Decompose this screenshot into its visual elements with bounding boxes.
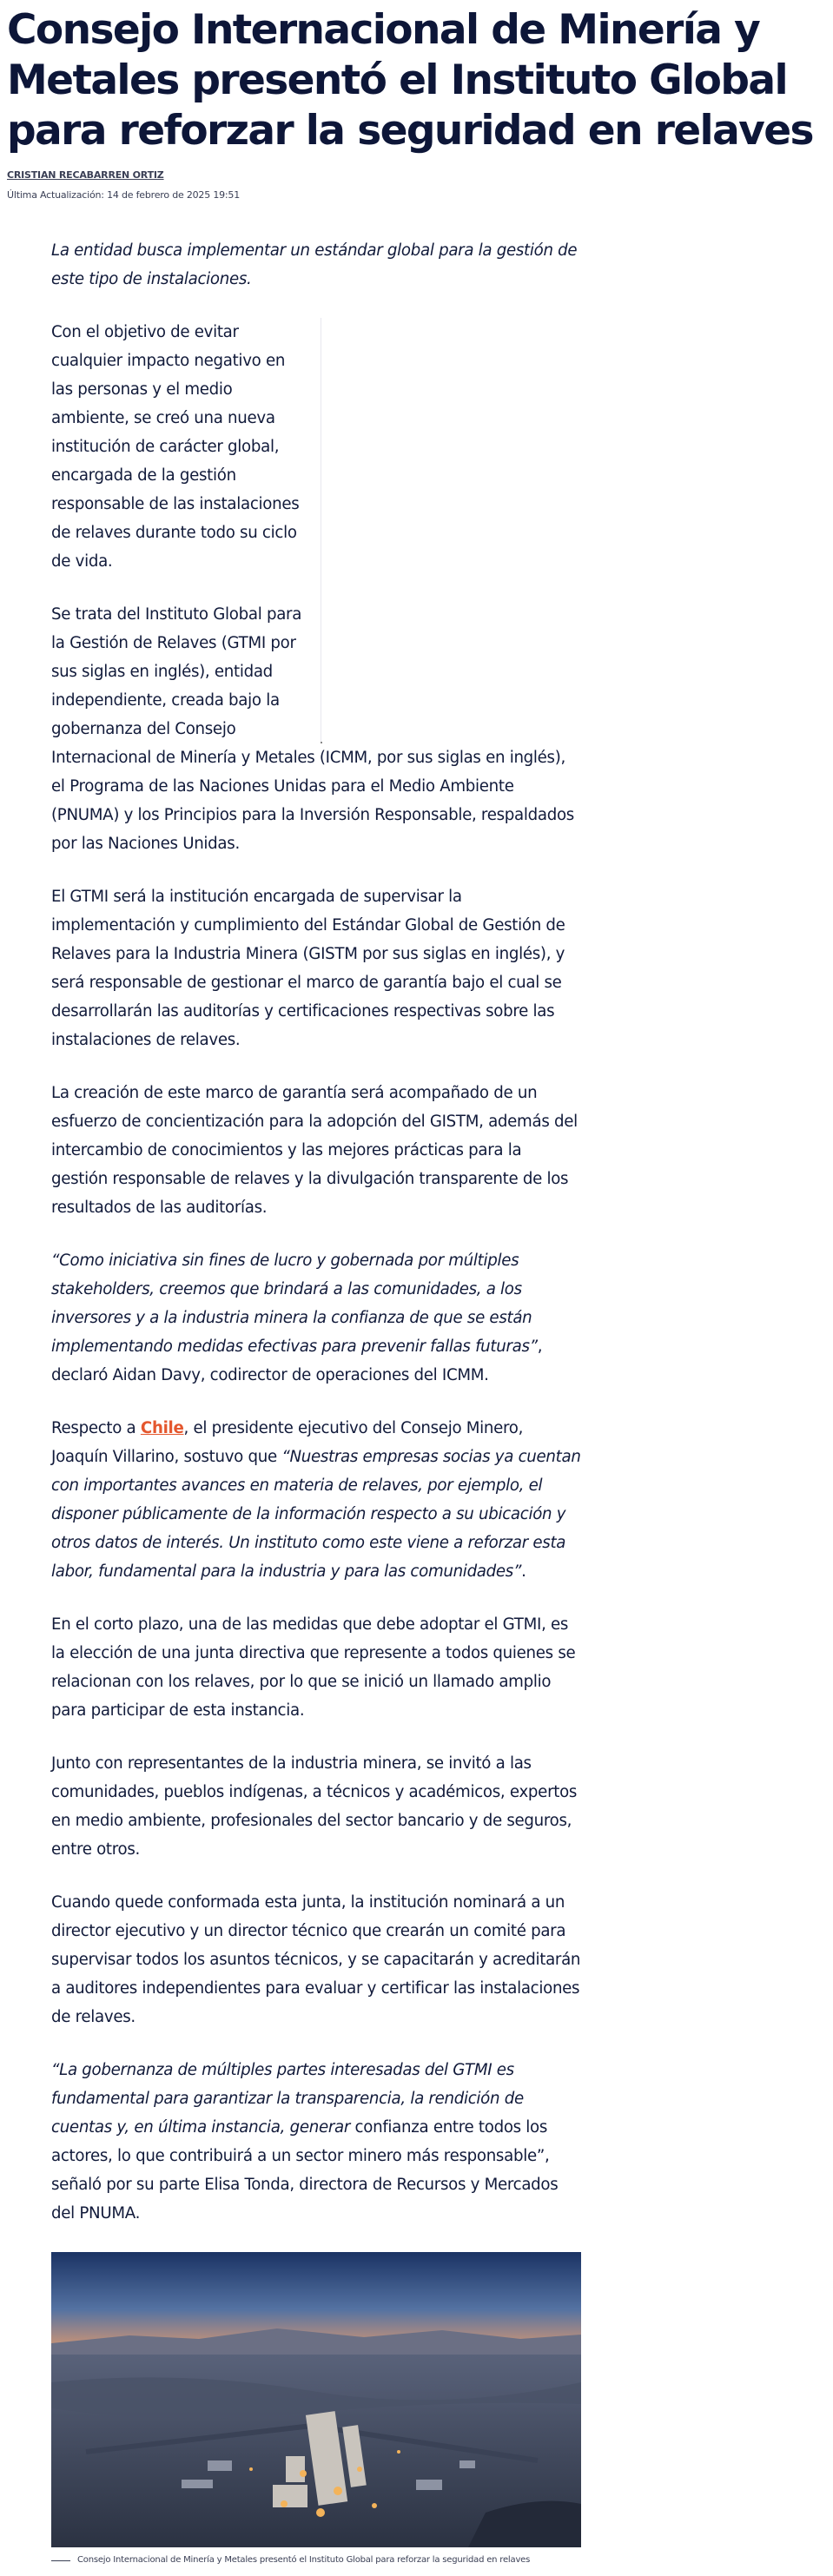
paragraph: El GTMI será la institución encargada de supervisar la implementación y cumplimiento del Estándar Global de Gestión de Relaves para la Industria Minera (GISTM por sus siglas en inglés), y será responsable de gestionar el marco de garantía bajo el cual se desarrollarán las auditorías y certificaciones respectivas sobre las instalaciones de relaves. — [51, 888, 565, 1049]
ad-marker — [321, 742, 322, 743]
mine-photo[interactable] — [51, 2252, 581, 2547]
figure-caption — [51, 2554, 581, 2566]
mine-illustration — [51, 2252, 581, 2547]
last-updated: Última Actualización: 14 de febrero de 2025 19:51 — [7, 189, 241, 201]
quote-paragraph — [51, 1414, 581, 1586]
author-link[interactable]: CRISTIAN RECABARREN ORTIZ — [7, 169, 164, 181]
paragraph: La creación de este marco de garantía será acompañado de un esfuerzo de concientización para la adopción del GISTM, además del intercambio de conocimientos y las mejores prácticas para la gestión responsable de relaves y la divulgación transparente de los resultados de las auditorías. — [51, 1084, 578, 1217]
article-body — [51, 236, 581, 2566]
quote-text: “Como iniciativa sin fines de lucro y gobernada por múltiples stakeholders, creemos que brindará a las comunidades, a los inversores y a la industria minera la confianza de que se están implementando medidas efectivas para prevenir fallas futuras” — [51, 1252, 538, 1356]
chile-link[interactable]: Chile — [140, 1419, 184, 1437]
quote-attribution: , declaró Aidan Davy, codirector de operaciones del ICMM. — [51, 1338, 543, 1384]
paragraph: Con el objetivo de evitar cualquier impacto negativo en las personas y el medio ambiente, se creó una nueva institución de carácter global, encargada de la gestión responsable de las instalaciones de relaves durante todo su ciclo de vida. — [51, 323, 300, 571]
article-lead: La entidad busca implementar un estándar global para la gestión de este tipo de instalaciones. — [51, 241, 578, 288]
quote-paragraph — [51, 2056, 581, 2228]
article-figure — [51, 2252, 581, 2566]
paragraph: Se trata del Instituto Global para la Gestión de Relaves (GTMI por sus siglas en inglés), entidad independiente, creada bajo la gobernanza del Consejo Internacional de Minería y Metales (ICMM, por sus siglas en inglés), el Programa de las Naciones Unidas para el Medio Ambiente (PNUMA) y los Principios para la Inversión Responsable, respaldados por las Naciones Unidas. — [51, 605, 574, 853]
paragraph-text: . — [521, 1562, 526, 1581]
paragraph: Junto con representantes de la industria minera, se invitó a las comunidades, pueblos indígenas, a técnicos y académicos, expertos en medio ambiente, profesionales del sector bancario y de seguros, entre otros. — [51, 1754, 578, 1859]
headline: Consejo Internacional de Minería y Metales presentó el Instituto Global para reforzar la seguridad en relaves — [7, 6, 813, 155]
paragraph-text: , el presidente ejecutivo del Consejo Minero, Joaquín Villarino, sostuvo que — [51, 1419, 524, 1466]
quote-text: “Nuestras empresas socias ya cuentan con importantes avances en materia de relaves, por ejemplo, el disponer públicamente de la información respecto a su ubicación y otros datos de interés. Un instituto como este viene a reforzar esta labor, fundamental para la industria y para las comunidades” — [51, 1448, 581, 1581]
paragraph: Cuando quede conformada esta junta, la institución nominará a un director ejecutivo y un director técnico que crearán un comité para supervisar todos los asuntos técnicos, y se capacitarán y acreditarán a auditores independientes para evaluar y certificar las instalaciones de relaves. — [51, 1893, 581, 2026]
quote-paragraph — [51, 1246, 581, 1390]
quote-text: “La gobernanza de múltiples partes interesadas del GTMI es fundamental para garantizar la transparencia, la rendición de cuentas y, en última instancia, generar — [51, 2061, 524, 2137]
caption-rule — [51, 2560, 70, 2561]
caption-text: Consejo Internacional de Minería y Metales presentó el Instituto Global para reforzar la seguridad en relaves — [77, 2555, 531, 2565]
quote-attribution: confianza entre todos los actores, lo que contribuirá a un sector minero más responsable”, señaló por su parte Elisa Tonda, directora de Recursos y Mercados del PNUMA. — [51, 2118, 559, 2223]
paragraph-text: Respecto a — [51, 1419, 141, 1437]
paragraph: En el corto plazo, una de las medidas que debe adoptar el GTMI, es la elección de una junta directiva que represente a todos quienes se relacionan con los relaves, por lo que se inició un llamado amplio para participar de esta instancia. — [51, 1615, 576, 1720]
ad-slot — [321, 318, 581, 743]
